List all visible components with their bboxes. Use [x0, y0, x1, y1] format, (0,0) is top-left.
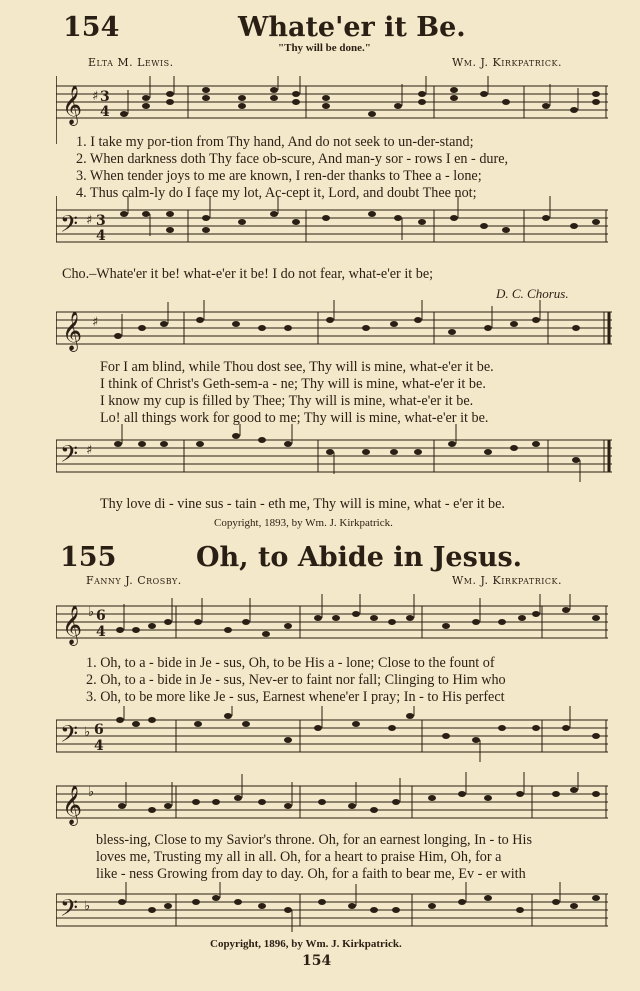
svg-text:𝄢: 𝄢	[60, 440, 79, 473]
verse-155-line-3: 3. Oh, to be more like Je - sus, Earnest whene'er I pray; In - to His perfect	[86, 689, 505, 705]
music-staff-treble-4	[56, 772, 612, 828]
svg-text:𝄢: 𝄢	[60, 720, 79, 753]
verse-155-end-line-1: bless-ing, Close to my Savior's throne. Oh, for an earnest longing, In - to His	[96, 832, 533, 848]
svg-text:𝄞: 𝄞	[62, 785, 83, 825]
svg-text:3: 3	[100, 89, 110, 105]
music-staff-bass-2	[56, 424, 616, 484]
svg-text:𝄢: 𝄢	[60, 894, 79, 927]
copyright-154: Copyright, 1893, by Wm. J. Kirkpatrick.	[214, 517, 393, 529]
svg-text:♯: ♯	[86, 443, 93, 458]
music-staff-bass-3	[56, 706, 612, 762]
verse-line-1: 1. I take my por-tion from Thy hand, And do not seek to un-der-stand;	[76, 134, 474, 150]
svg-text:4: 4	[94, 738, 104, 754]
svg-text:6: 6	[94, 722, 104, 738]
svg-text:♯: ♯	[92, 315, 99, 330]
chorus-line: Cho.–Whate'er it be! what-e'er it be! I do not fear, what-e'er it be;	[62, 266, 434, 282]
page-number: 154	[302, 953, 332, 969]
svg-text:6: 6	[96, 608, 106, 624]
verse-155-end-line-2: loves me, Trusting my all in all. Oh, for a heart to praise Him, Oh, for a	[96, 849, 502, 865]
hymn-number: 154	[63, 12, 120, 43]
svg-text:3: 3	[96, 213, 106, 229]
hymn-title: Whate'er it Be.	[238, 12, 466, 43]
copyright-155: Copyright, 1896, by Wm. J. Kirkpatrick.	[210, 938, 402, 950]
dc-marking: D. C. Chorus.	[496, 286, 569, 301]
svg-text:♭: ♭	[88, 785, 95, 800]
hymn-number-155: 155	[60, 542, 117, 573]
verse-end-line-1: For I am blind, while Thou dost see, Thy will is mine, what-e'er it be.	[100, 359, 494, 375]
music-staff-treble-2	[56, 300, 616, 356]
svg-text:♭: ♭	[84, 725, 91, 740]
words-credit-155: Fanny J. Crosby.	[86, 574, 182, 587]
svg-text:♯: ♯	[92, 89, 99, 104]
verse-end-line-2: I think of Christ's Geth-sem-a - ne; Thy will is mine, what-e'er it be.	[100, 376, 486, 392]
svg-text:𝄢: 𝄢	[60, 210, 79, 243]
verse-line-4: 4. Thus calm-ly do I face my lot, Ac-cept it, Lord, and doubt Thee not;	[76, 185, 477, 201]
verse-line-2: 2. When darkness doth Thy face ob-scure, And man-y sor - rows I en - dure,	[76, 151, 509, 167]
verse-end-line-4: Lo! all things work for good to me; Thy will is mine, what-e'er it be.	[100, 410, 489, 426]
verse-155-end-line-3: like - ness Growing from day to day. Oh, for a faith to bear me, Ev - er with	[96, 866, 526, 882]
music-credit: Wm. J. Kirkpatrick.	[452, 56, 563, 69]
music-staff-bass-4	[56, 882, 612, 936]
svg-text:♭: ♭	[88, 605, 95, 620]
svg-text:4: 4	[96, 228, 106, 244]
music-staff-treble-3	[56, 594, 612, 652]
svg-text:𝄞: 𝄞	[62, 85, 83, 125]
chorus-end-line: Thy love di - vine sus - tain - eth me, Thy will is mine, what - e'er it be.	[100, 496, 505, 512]
music-credit-155: Wm. J. Kirkpatrick.	[452, 574, 563, 587]
svg-text:4: 4	[100, 104, 110, 120]
svg-text:𝄞: 𝄞	[62, 605, 83, 645]
verse-155-line-2: 2. Oh, to a - bide in Je - sus, Nev-er to faint nor fall; Clinging to Him who	[86, 672, 506, 688]
verse-end-line-3: I know my cup is filled by Thee; Thy will is mine, what-e'er it be.	[100, 393, 474, 409]
music-staff-bass	[56, 196, 612, 256]
svg-text:4: 4	[96, 624, 106, 640]
svg-text:𝄞: 𝄞	[62, 311, 83, 351]
svg-text:♭: ♭	[84, 899, 91, 914]
hymn-title-155: Oh, to Abide in Jesus.	[196, 542, 523, 573]
hymn-subtitle: "Thy will be done."	[278, 42, 371, 54]
verse-line-3: 3. When tender joys to me are known, I ren-der thanks to Thee a - lone;	[76, 168, 482, 184]
words-credit: Elta M. Lewis.	[88, 56, 174, 69]
svg-text:♯: ♯	[86, 213, 93, 228]
verse-155-line-1: 1. Oh, to a - bide in Je - sus, Oh, to be His a - lone; Close to the fount of	[86, 655, 495, 671]
